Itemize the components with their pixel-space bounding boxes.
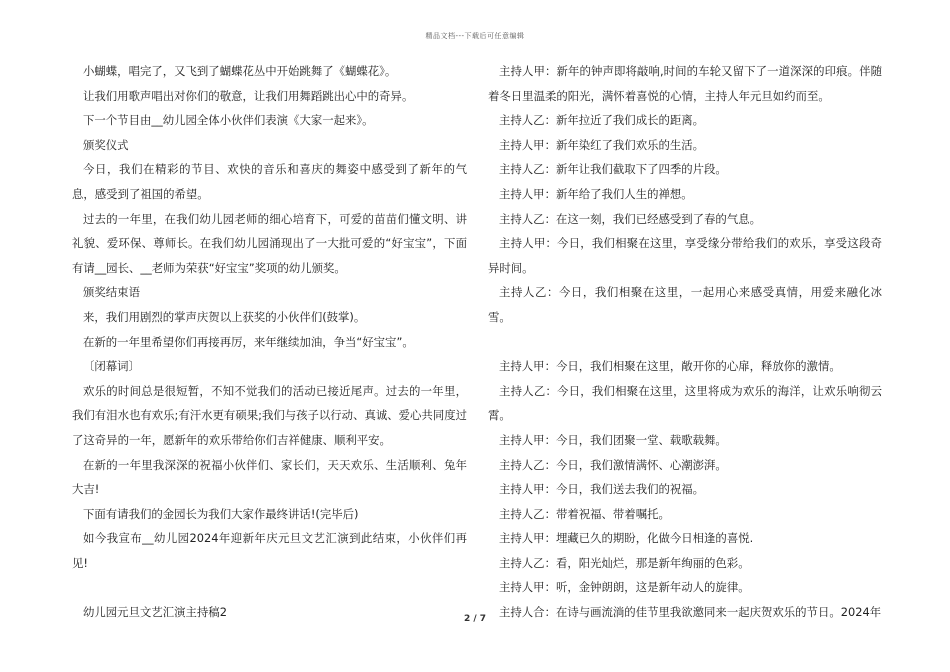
dialogue-line: 主持人乙：看，阳光灿烂，那是新年绚丽的色彩。 — [499, 555, 750, 570]
dialogue-line: 主持人甲：新年给了我们人生的禅想。 — [499, 186, 693, 201]
dialogue-line: 主持人乙：今日，我们相聚在这里，这里将成为欢乐的海洋，让欢乐响彻云霄。 — [488, 383, 882, 423]
dialogue-line: 主持人甲：今日，我们送去我们的祝福。 — [499, 482, 705, 497]
dialogue-line: 主持人乙：今日，我们激情满怀、心潮澎湃。 — [499, 457, 727, 472]
dialogue-line: 主持人甲：埋藏已久的期盼，化做今日相逢的喜悦. — [499, 531, 754, 546]
dialogue-line: 主持人甲：听，金钟朗朗，这是新年动人的旋律。 — [499, 580, 750, 595]
paragraph: 来，我们用剧烈的掌声庆贺以上获奖的小伙伴们(鼓掌)。 — [83, 309, 366, 324]
paragraph: 在新的一年里我深深的祝福小伙伴们、家长们，天天欢乐、生活顺利、兔年大吉! — [72, 457, 467, 497]
paragraph: 欢乐的时间总是很短暂，不知不觉我们的活动已接近尾声。过去的一年里，我们有泪水也有欢乐;有汗水更有硕果;我们与孩子以行动、真诚、爱心共同度过了这奇异的一年，愿新年的欢乐带给你们吉祥健康、顺利平安。 — [72, 383, 467, 447]
paragraph: 让我们用歌声唱出对你们的敬意，让我们用舞蹈跳出心中的奇异。 — [83, 88, 414, 103]
section-heading: 颁奖仪式 — [83, 137, 129, 152]
paragraph: 过去的一年里，在我们幼儿园老师的细心培育下，可爱的苗苗们懂文明、讲礼貌、爱环保、尊师长。在我们幼儿园涌现出了一大批可爱的“好宝宝”，下面有请__园长、__老师为荣获“好宝宝”奖项的幼儿颁奖。 — [72, 211, 467, 275]
right-column — [488, 59, 882, 625]
dialogue-line: 主持人乙：新年拉近了我们成长的距离。 — [499, 113, 705, 128]
section-heading: 〔闭幕词〕 — [83, 359, 140, 374]
section-title: 幼儿园元旦文艺汇演主持稿2 — [83, 605, 227, 620]
page-header: 精品文档---下载后可任意编辑 — [425, 32, 525, 40]
left-column — [72, 59, 467, 625]
paragraph: 下面有请我们的金园长为我们大家作最终讲话!(完毕后) — [83, 506, 359, 521]
dialogue-line: 主持人甲：新年的钟声即将敲响,时间的车轮又留下了一道深深的印痕。伴随着冬日里温柔的阳光，满怀着喜悦的心情，主持人年元旦如约而至。 — [488, 64, 882, 103]
paragraph: 在新的一年里希望你们再接再厉，来年继续加油，争当“好宝宝”。 — [83, 334, 414, 349]
dialogue-line: 主持人甲：今日，我们相聚在这里，敞开你的心扉，释放你的激情。 — [499, 359, 841, 374]
dialogue-line: 主持人合：在诗与画流淌的佳节里我欲邀同来一起庆贺欢乐的节日。2024年 — [499, 605, 882, 620]
dialogue-line: 主持人乙：今日，我们相聚在这里，一起用心来感受真情，用爱来融化冰雪。 — [488, 285, 882, 324]
dialogue-line: 主持人甲：今日，我们相聚在这里，享受缘分带给我们的欢乐，享受这段奇异时间。 — [488, 236, 882, 275]
paragraph: 如今我宣布__幼儿园2024年迎新年庆元旦文艺汇演到此结束，小伙伴们再见! — [72, 531, 467, 570]
dialogue-line: 主持人乙：新年让我们截取下了四季的片段。 — [499, 162, 727, 177]
paragraph: 今日，我们在精彩的节目、欢快的音乐和喜庆的舞姿中感受到了新年的气息，感受到了祖国的希望。 — [72, 162, 467, 201]
spacer — [488, 330, 882, 355]
spacer — [72, 575, 467, 600]
dialogue-line: 主持人乙：带着祝福、带着嘱托。 — [499, 506, 670, 521]
section-heading: 颁奖结束语 — [83, 285, 140, 300]
dialogue-line: 主持人甲：今日，我们团聚一堂、载歌载舞。 — [499, 432, 727, 447]
dialogue-line: 主持人甲：新年染红了我们欢乐的生活。 — [499, 137, 705, 152]
page-number: 2 / 7 — [463, 614, 487, 624]
paragraph: 下一个节目由__幼儿园全体小伙伴们表演《大家一起来》。 — [83, 113, 374, 128]
dialogue-line: 主持人乙：在这一刻，我们已经感受到了春的气息。 — [499, 211, 761, 226]
paragraph: 小蝴蝶，唱完了，又飞到了蝴蝶花丛中开始跳舞了《蝴蝶花》。 — [83, 64, 397, 78]
